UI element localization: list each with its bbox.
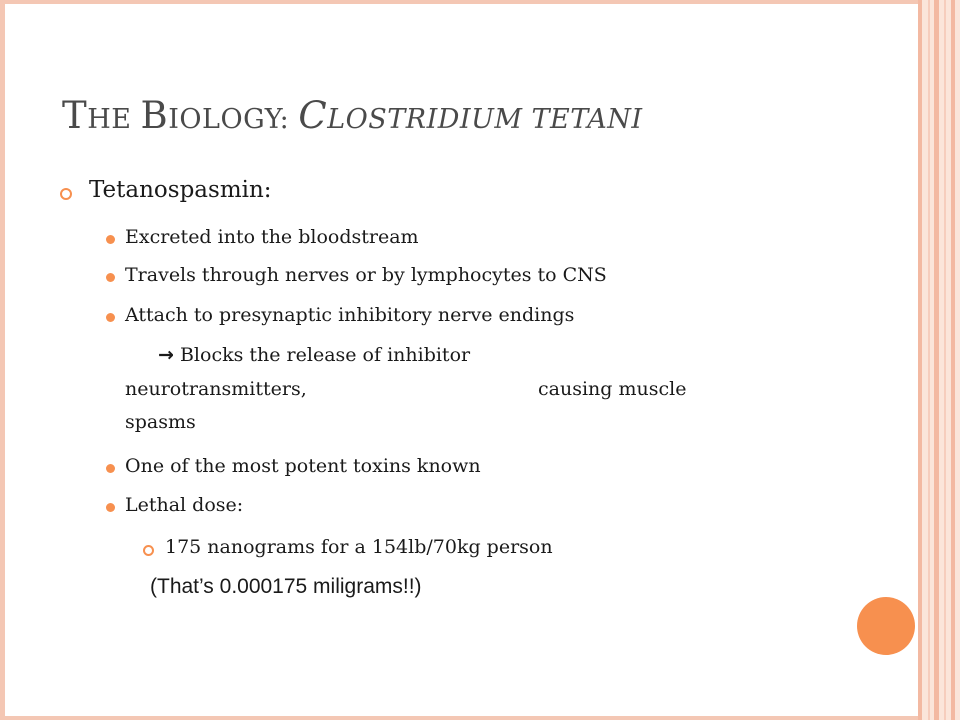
stripe: [951, 0, 955, 720]
dot-bullet-icon: [106, 464, 115, 473]
bullet-item: Excreted into the bloodstream: [125, 226, 419, 248]
note: (That’s 0.000175 miligrams!!): [150, 575, 422, 598]
bullet-item: Travels through nerves or by lymphocytes to CNS: [125, 264, 607, 286]
main-point: Tetanospasmin:: [89, 177, 272, 203]
ring-bullet-icon: [60, 188, 72, 200]
slide-top-border: [0, 0, 960, 4]
bullet-item: One of the most potent toxins known: [125, 455, 481, 477]
right-decorative-stripes: [918, 0, 960, 720]
slide-bottom-border: [0, 716, 960, 720]
arrow-line-text: Blocks the release of inhibitor: [179, 344, 471, 366]
dot-bullet-icon: [106, 235, 115, 244]
dot-bullet-icon: [106, 503, 115, 512]
arrow-line-2b: causing muscle: [538, 378, 687, 400]
title-rest: IOLOGY:: [168, 104, 299, 135]
bullet-item: Attach to presynaptic inhibitory nerve endings: [125, 304, 575, 326]
dot-bullet-icon: [106, 313, 115, 322]
stripe: [934, 0, 939, 720]
stripe: [944, 0, 946, 720]
slide-title: [62, 94, 643, 137]
title-initial: C: [298, 94, 328, 137]
sub-bullet-item: 175 nanograms for a 154lb/70kg person: [165, 536, 553, 558]
slide-left-border: [0, 0, 5, 720]
arrow-line: [158, 344, 470, 366]
title-rest: HE: [87, 104, 141, 135]
arrow-right-icon: →: [158, 344, 174, 366]
arrow-line-2a: neurotransmitters,: [125, 378, 307, 400]
title-rest: LOSTRIDIUM TETANI: [327, 104, 643, 135]
stripe: [928, 0, 930, 720]
bullet-item: Lethal dose:: [125, 494, 244, 516]
arrow-line-3: spasms: [125, 411, 196, 433]
dot-bullet-icon: [106, 273, 115, 282]
stripe: [918, 0, 922, 720]
title-initial: T: [62, 94, 88, 137]
title-initial: B: [140, 94, 169, 137]
decorative-circle: [857, 597, 915, 655]
ring-bullet-icon: [143, 545, 154, 556]
